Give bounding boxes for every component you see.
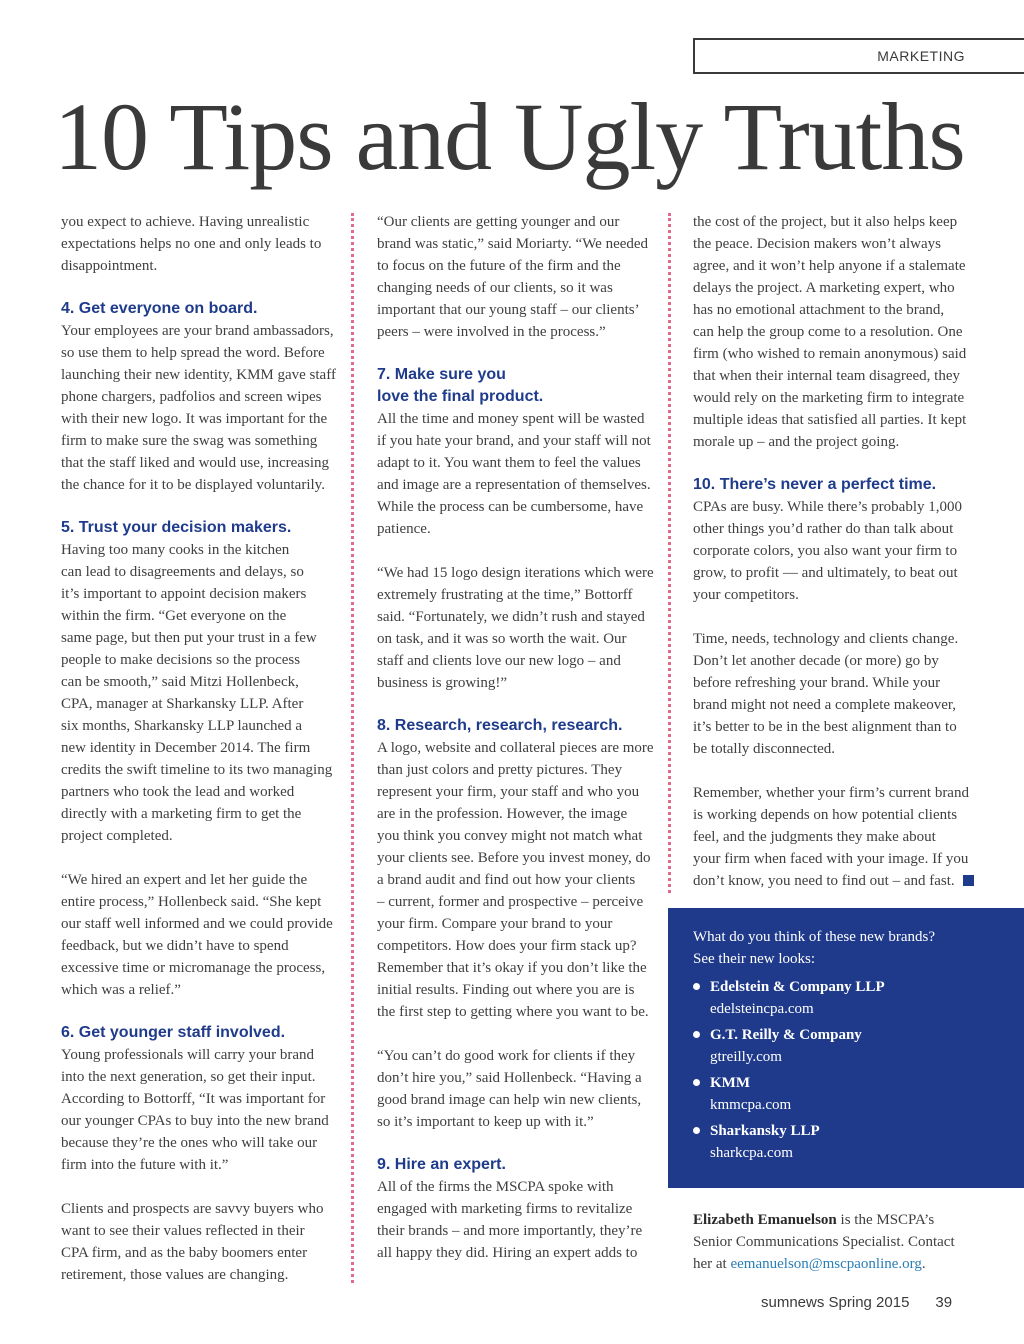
text-line: credits the swift timeline to its two managing bbox=[61, 762, 333, 778]
paragraph bbox=[693, 496, 961, 606]
list-item bbox=[693, 1120, 1000, 1164]
text-line: brand was static,” said Moriarty. “We needed bbox=[377, 236, 649, 252]
text-line: with their new logo. It was important for the bbox=[61, 411, 328, 427]
text-line: A logo, website and collateral pieces are more bbox=[377, 740, 654, 756]
text-line: that when their internal team disagreed, they bbox=[693, 368, 960, 384]
text-line: because they’re the ones who will take our bbox=[61, 1135, 318, 1151]
text-line: What do you think of these new brands? bbox=[693, 929, 936, 945]
end-mark-icon bbox=[963, 875, 974, 886]
text-line: said. “Fortunately, we didn’t rush and stayed bbox=[377, 609, 645, 625]
text-line: morale up – and the project going. bbox=[693, 434, 900, 450]
list-item bbox=[693, 976, 1000, 1020]
text-line: partners who took the lead and worked bbox=[61, 784, 295, 800]
text-line: Time, needs, technology and clients change. bbox=[693, 631, 959, 647]
text-line: Having too many cooks in the kitchen bbox=[61, 542, 290, 558]
text-line: to focus on the future of the firm and the bbox=[377, 258, 621, 274]
author-email-link[interactable]: eemanuelson@mscpaonline.org bbox=[730, 1256, 922, 1272]
author-bio bbox=[693, 1209, 993, 1275]
text-line: are in the profession. However, the image bbox=[377, 806, 628, 822]
text-line: it’s important to appoint decision makers bbox=[61, 586, 307, 602]
text-line: within the firm. “Get everyone on the bbox=[61, 608, 287, 624]
brand-url-link[interactable]: gtreilly.com bbox=[710, 1049, 782, 1065]
text-line: – current, former and prospective – perceive bbox=[377, 894, 644, 910]
text-line: all happy they did. Hiring an expert adds to bbox=[377, 1245, 638, 1261]
list-item bbox=[693, 1072, 1000, 1116]
tip-6-heading: 6. Get younger staff involved. bbox=[61, 1024, 286, 1041]
text-line: so it’s important to keep up with it.” bbox=[377, 1114, 594, 1130]
text-line: can lead to disagreements and delays, so bbox=[61, 564, 304, 580]
paragraph bbox=[61, 1044, 333, 1176]
text-line: engaged with marketing firms to revitalize bbox=[377, 1201, 633, 1217]
heading-line: love the final product. bbox=[377, 388, 544, 405]
page-number: 39 bbox=[935, 1294, 953, 1311]
text-line: your clients see. Before you invest money, do bbox=[377, 850, 651, 866]
text-line: directly with a marketing firm to get the bbox=[61, 806, 302, 822]
text-line: same page, but then put your trust in a few bbox=[61, 630, 317, 646]
paragraph bbox=[377, 1176, 649, 1264]
heading-line: 7. Make sure you bbox=[377, 366, 506, 383]
text-line: peers – were involved in the process.” bbox=[377, 324, 606, 340]
publication-name: sumnews Spring 2015 bbox=[761, 1294, 910, 1311]
tip-7-heading bbox=[377, 364, 649, 408]
text-line: changing needs of our clients, so it was bbox=[377, 280, 613, 296]
text-line: your firm. Compare your brand to your bbox=[377, 916, 613, 932]
text-line bbox=[693, 1253, 993, 1275]
brand-url-link[interactable]: kmmcpa.com bbox=[710, 1097, 792, 1113]
text-line: firm to make sure the swag was something bbox=[61, 433, 318, 449]
text-line: your competitors. bbox=[693, 587, 799, 603]
text-line: brand might not need a complete makeover, bbox=[693, 697, 957, 713]
text-line: While the process can be cumbersome, have bbox=[377, 499, 644, 515]
text-line: “We had 15 logo design iterations which were bbox=[377, 565, 654, 581]
text-line: can be smooth,” said Mitzi Hollenbeck, bbox=[61, 674, 299, 690]
text-line: it’s better to be in the best alignment than to bbox=[693, 719, 957, 735]
tip-4-heading: 4. Get everyone on board. bbox=[61, 300, 258, 317]
tip-5-heading: 5. Trust your decision makers. bbox=[61, 519, 292, 536]
column-divider bbox=[668, 213, 671, 893]
brand-url-link[interactable]: sharkcpa.com bbox=[710, 1145, 793, 1161]
text-line: Young professionals will carry your brand bbox=[61, 1047, 315, 1063]
text-line: staff and clients love our new logo – and bbox=[377, 653, 621, 669]
text-line: represent your firm, your staff and who you bbox=[377, 784, 640, 800]
brand-name: Edelstein & Company LLP bbox=[710, 979, 885, 995]
text-line: their brands – and more importantly, they’re bbox=[377, 1223, 643, 1239]
quote-paragraph bbox=[377, 1045, 649, 1133]
text-line: “Our clients are getting younger and our bbox=[377, 214, 620, 230]
text-line: retirement, those values are changing. bbox=[61, 1267, 289, 1283]
text-line: our younger CPAs to buy into the new brand bbox=[61, 1113, 329, 1129]
brand-sidebar bbox=[668, 908, 1024, 1188]
text-line: that the staff liked and would use, increasing bbox=[61, 455, 329, 471]
text-line: would rely on the marketing firm to integrate bbox=[693, 390, 965, 406]
text-line: See their new looks: bbox=[693, 951, 816, 967]
text-line: launching their new identity, KMM gave staff bbox=[61, 367, 336, 383]
text-line: extremely frustrating at the time,” Bottorff bbox=[377, 587, 633, 603]
text-line: so use them to help spread the word. Before bbox=[61, 345, 325, 361]
quote-paragraph bbox=[377, 211, 649, 343]
text-line: According to Bottorff, “It was important for bbox=[61, 1091, 326, 1107]
text-run: . bbox=[921, 1256, 926, 1272]
text-line: before refreshing your brand. While your bbox=[693, 675, 941, 691]
text-run: don’t know, you need to find out – and fast. bbox=[693, 873, 955, 889]
brand-url-link[interactable]: edelsteincpa.com bbox=[710, 1001, 814, 1017]
paragraph bbox=[61, 320, 336, 496]
text-line: feel, and the judgments they make about bbox=[693, 829, 936, 845]
text-line: want to see their values reflected in their bbox=[61, 1223, 305, 1239]
text-line: be totally disconnected. bbox=[693, 741, 836, 757]
text-line: Your employees are your brand ambassadors, bbox=[61, 323, 334, 339]
text-line: and image are a representation of themselves. bbox=[377, 477, 651, 493]
text-line: patience. bbox=[377, 521, 431, 537]
brand-name: KMM bbox=[710, 1075, 750, 1091]
text-line: than just colors and pretty pictures. They bbox=[377, 762, 623, 778]
paragraph bbox=[61, 211, 333, 277]
brand-name: G.T. Reilly & Company bbox=[710, 1027, 862, 1043]
text-line: people to make decisions so the process bbox=[61, 652, 301, 668]
paragraph bbox=[377, 737, 654, 1023]
text-line: “We hired an expert and let her guide the bbox=[61, 872, 308, 888]
text-run: her at bbox=[693, 1256, 731, 1272]
text-line: you expect to achieve. Having unrealistic bbox=[61, 214, 310, 230]
text-line: grow, to profit — and ultimately, to beat out bbox=[693, 565, 958, 581]
brand-list bbox=[693, 976, 1000, 1164]
text-line: agree, and it won’t help anyone if a stalemate bbox=[693, 258, 966, 274]
text-line: into the next generation, so get their input. bbox=[61, 1069, 316, 1085]
text-line: on task, and it was so worth the wait. Our bbox=[377, 631, 627, 647]
text-line: firm (who wished to remain anonymous) said bbox=[693, 346, 967, 362]
brand-name: Sharkansky LLP bbox=[710, 1123, 820, 1139]
text-line: which was a relief.” bbox=[61, 982, 181, 998]
text-line: has no emotional attachment to the brand, bbox=[693, 302, 945, 318]
text-line: is working depends on how potential clients bbox=[693, 807, 958, 823]
tip-9-heading: 9. Hire an expert. bbox=[377, 1156, 506, 1173]
quote-paragraph bbox=[377, 562, 654, 694]
text-line: a brand audit and find out how your clients bbox=[377, 872, 636, 888]
paragraph bbox=[61, 539, 333, 847]
text-line: CPA, manager at Sharkansky LLP. After bbox=[61, 696, 304, 712]
text-line: good brand image can help win new clients, bbox=[377, 1092, 642, 1108]
text-line: if you hate your brand, and your staff will not bbox=[377, 433, 651, 449]
paragraph bbox=[61, 1198, 333, 1286]
text-line: the peace. Decision makers won’t always bbox=[693, 236, 941, 252]
text-line: Don’t let another decade (or more) go by bbox=[693, 653, 939, 669]
paragraph bbox=[377, 408, 649, 540]
paragraph bbox=[693, 782, 969, 892]
text-line: CPA firm, and as the baby boomers enter bbox=[61, 1245, 308, 1261]
tip-8-heading: 8. Research, research, research. bbox=[377, 717, 623, 734]
text-line: expectations helps no one and only leads to bbox=[61, 236, 322, 252]
text-line: firm into the future with it.” bbox=[61, 1157, 229, 1173]
bullet-icon bbox=[693, 983, 700, 990]
column-1 bbox=[61, 211, 336, 1286]
text-line: competitors. How does your firm stack up? bbox=[377, 938, 637, 954]
section-tag: MARKETING bbox=[693, 38, 1024, 74]
column-3 bbox=[693, 211, 969, 892]
text-line: project completed. bbox=[61, 828, 173, 844]
text-line: you think you convey might not match what bbox=[377, 828, 643, 844]
text-line: your firm when faced with your image. If you bbox=[693, 851, 969, 867]
text-line: All of the firms the MSCPA spoke with bbox=[377, 1179, 614, 1195]
bullet-icon bbox=[693, 1031, 700, 1038]
bullet-icon bbox=[693, 1127, 700, 1134]
text-run: is the MSCPA’s bbox=[836, 1212, 935, 1228]
bullet-icon bbox=[693, 1079, 700, 1086]
list-item bbox=[693, 1024, 1000, 1068]
text-line: Remember that it’s okay if you don’t like the bbox=[377, 960, 647, 976]
text-line: phone chargers, padfolios and screen wipes bbox=[61, 389, 322, 405]
text-line: the cost of the project, but it also helps keep bbox=[693, 214, 958, 230]
text-line: the chance for it to be displayed voluntarily. bbox=[61, 477, 325, 493]
paragraph bbox=[693, 628, 961, 760]
text-line: “You can’t do good work for clients if they bbox=[377, 1048, 636, 1064]
text-line: new identity in December 2014. The firm bbox=[61, 740, 311, 756]
text-line: other things you’d rather do than talk about bbox=[693, 521, 954, 537]
text-line: Clients and prospects are savvy buyers who bbox=[61, 1201, 324, 1217]
author-name: Elizabeth Emanuelson bbox=[693, 1212, 837, 1228]
text-line: Remember, whether your firm’s current brand bbox=[693, 785, 969, 801]
text-line: adapt to it. You want them to feel the values bbox=[377, 455, 641, 471]
text-line: All the time and money spent will be wasted bbox=[377, 411, 645, 427]
text-line: our staff well informed and we could provide bbox=[61, 916, 333, 932]
text-line bbox=[693, 870, 961, 892]
page-footer bbox=[761, 1294, 952, 1311]
text-line: disappointment. bbox=[61, 258, 158, 274]
text-line: initial results. Finding out where you are is bbox=[377, 982, 635, 998]
paragraph bbox=[693, 211, 967, 453]
text-line: six months, Sharkansky LLP launched a bbox=[61, 718, 303, 734]
text-line: Senior Communications Specialist. Contact bbox=[693, 1234, 955, 1250]
quote-paragraph bbox=[61, 869, 333, 1001]
article-headline: 10 Tips and Ugly Truths bbox=[54, 83, 965, 190]
text-line bbox=[693, 1209, 993, 1231]
text-line: corporate colors, you also want your firm to bbox=[693, 543, 958, 559]
tip-10-heading: 10. There’s never a perfect time. bbox=[693, 476, 937, 493]
sidebar-intro bbox=[693, 926, 1000, 970]
text-line: excessive time or micromanage the process, bbox=[61, 960, 326, 976]
text-line: can help the group come to a resolution. One bbox=[693, 324, 963, 340]
text-line: delays the project. A marketing expert, who bbox=[693, 280, 955, 296]
text-line: multiple ideas that satisfied all parties. It kept bbox=[693, 412, 967, 428]
column-2 bbox=[377, 211, 654, 1264]
text-line: entire process,” Hollenbeck said. “She kept bbox=[61, 894, 322, 910]
text-line: don’t hire you,” said Hollenbeck. “Having a bbox=[377, 1070, 642, 1086]
text-line: feedback, but we didn’t have to spend bbox=[61, 938, 289, 954]
text-line: the first step to getting where you want to be. bbox=[377, 1004, 649, 1020]
text-line: business is growing!” bbox=[377, 675, 507, 691]
text-line: important that our young staff – our clients’ bbox=[377, 302, 640, 318]
text-line: CPAs are busy. While there’s probably 1,000 bbox=[693, 499, 962, 515]
column-divider bbox=[351, 213, 354, 1283]
